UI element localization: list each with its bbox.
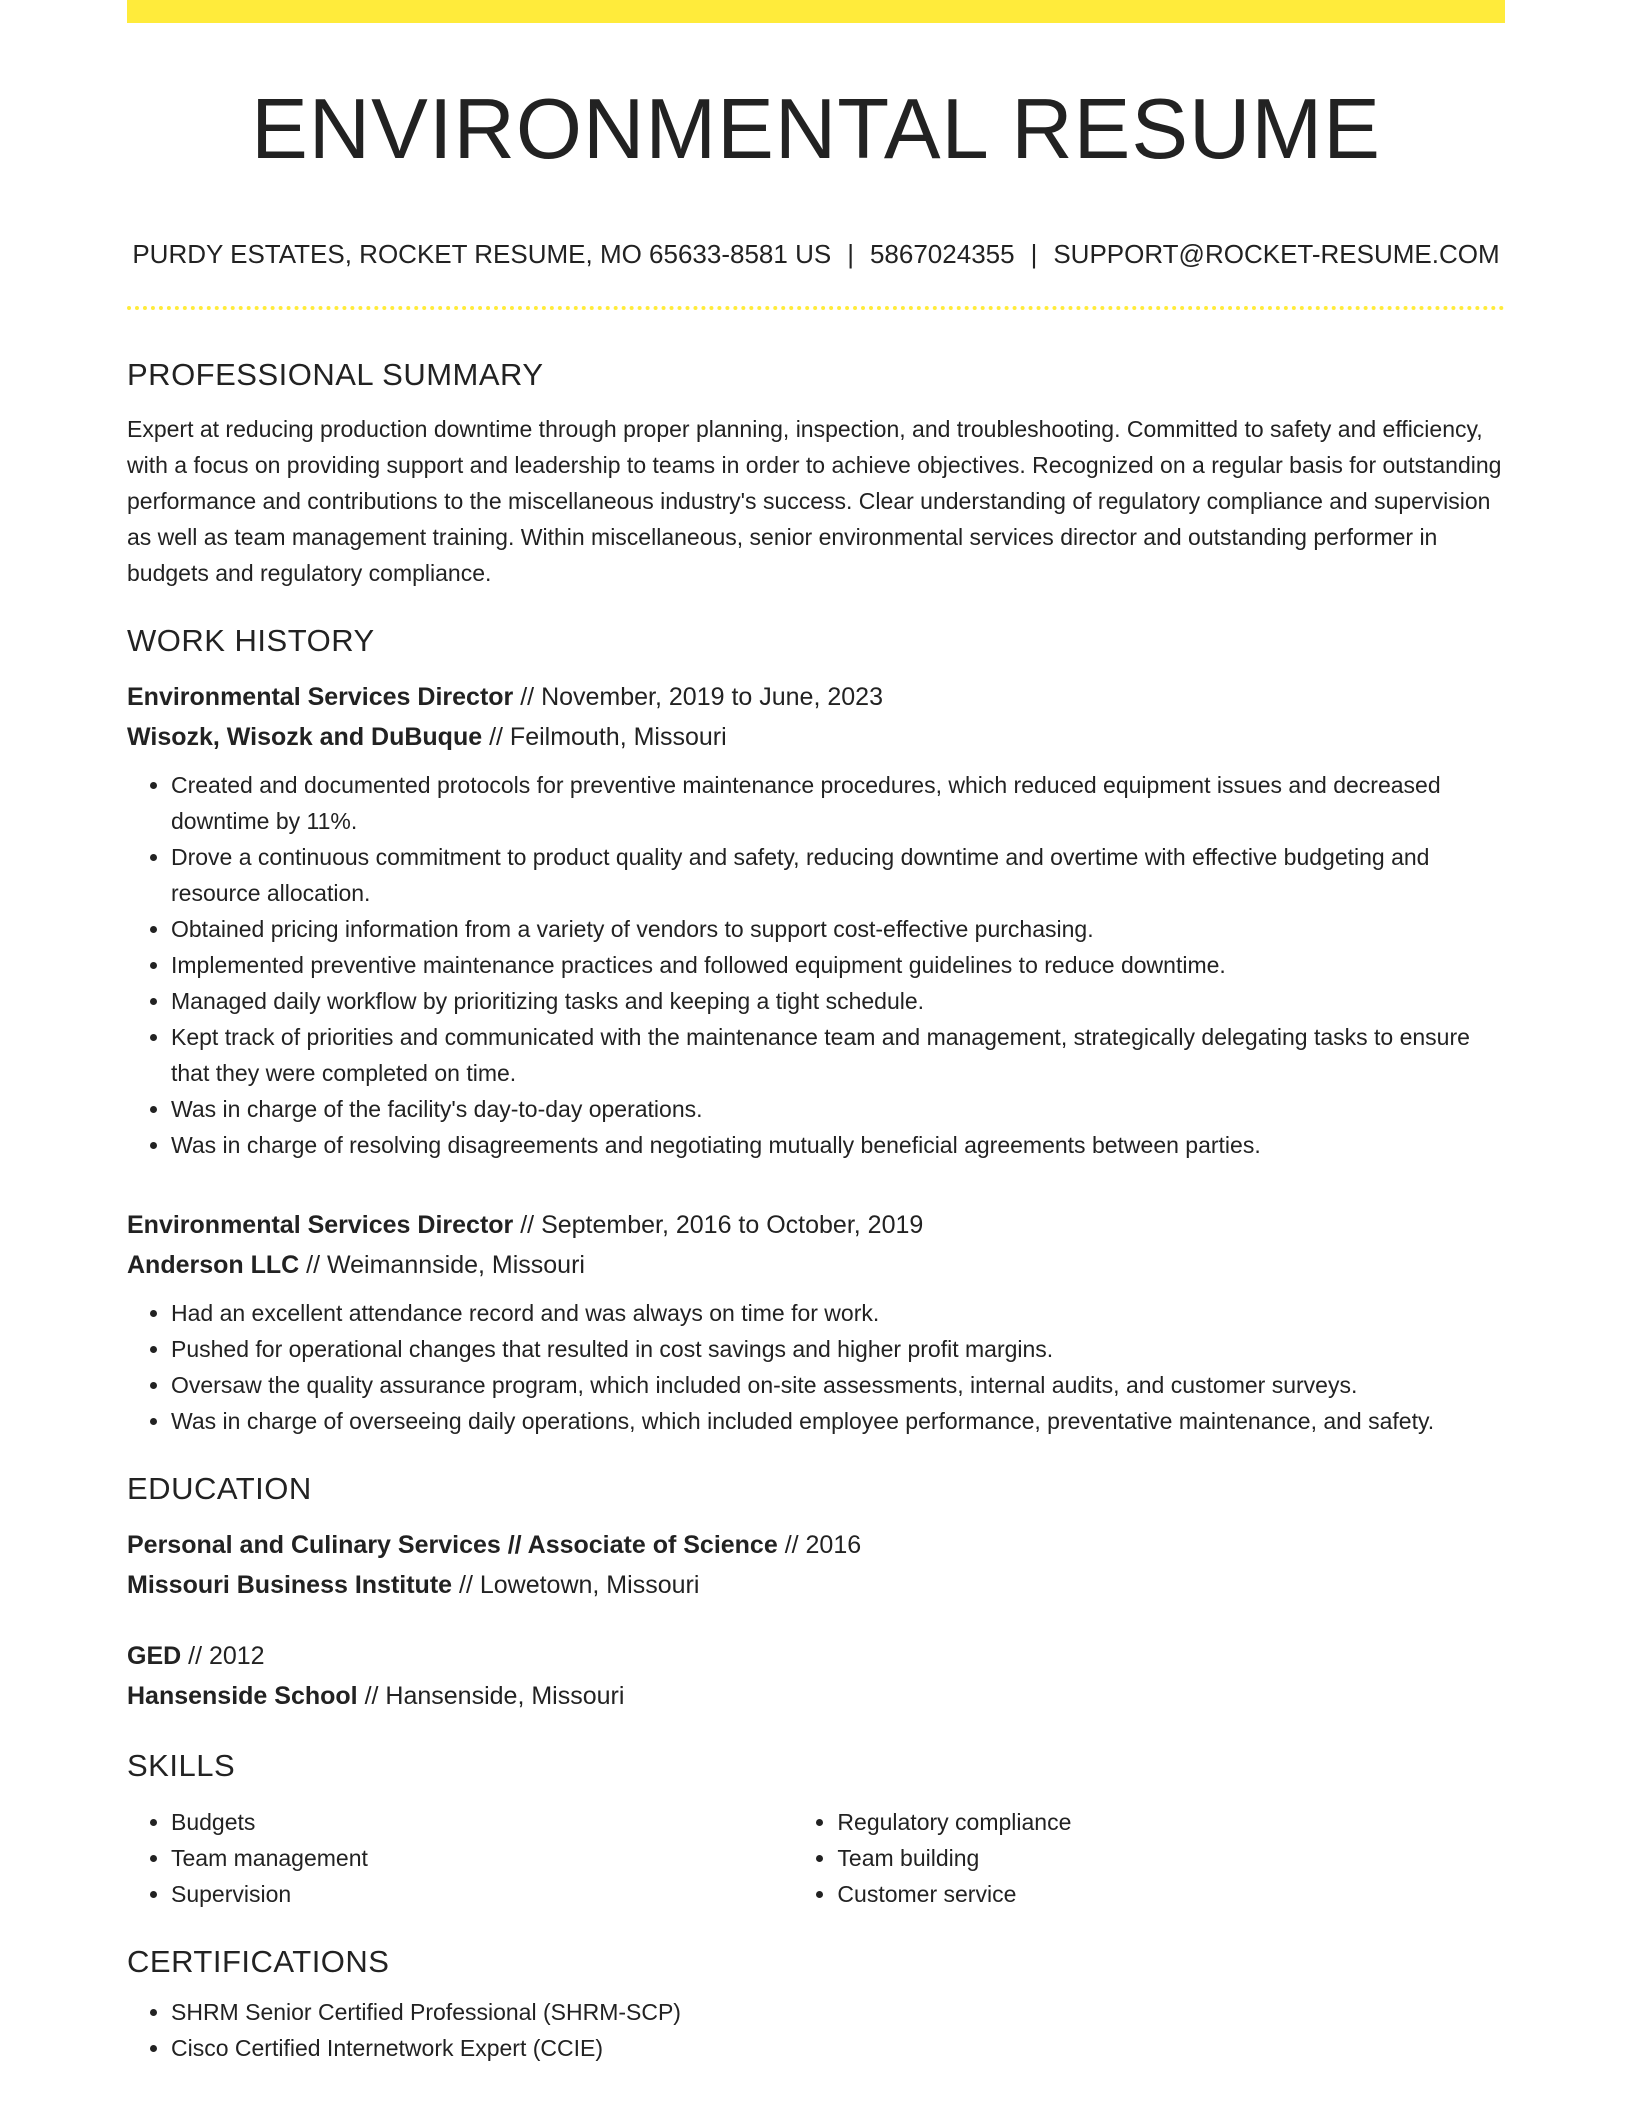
job-bullet: • Kept track of priorities and communicated with the maintenance team and management, strategically delegating tasks to ensure that they were completed on time. <box>171 1019 1505 1091</box>
job-dates: // November, 2019 to June, 2023 <box>513 683 883 711</box>
job-location: // Feilmouth, Missouri <box>482 723 727 751</box>
certification-item: • SHRM Senior Certified Professional (SHRM-SCP) <box>171 1994 1505 2030</box>
job-bullet: • Pushed for operational changes that resulted in cost savings and higher profit margins. <box>171 1331 1505 1367</box>
education-entry <box>127 1636 1505 1716</box>
job-title-line <box>127 677 1505 717</box>
contact-separator: | <box>1030 239 1038 269</box>
section-heading-certifications: CERTIFICATIONS <box>127 1944 390 1979</box>
skills-list-right <box>793 1804 1505 1912</box>
skill-item: • Supervision <box>171 1876 793 1912</box>
top-accent-bar <box>127 0 1505 23</box>
certifications-section <box>127 1940 1505 2066</box>
job-title: Environmental Services Director <box>127 683 514 711</box>
job-bullet: • Implemented preventive maintenance practices and followed equipment guidelines to reduce downtime. <box>171 947 1505 983</box>
section-heading-skills: SKILLS <box>127 1748 236 1783</box>
education-year: // 2016 <box>777 1531 862 1559</box>
education-school-line <box>127 1676 1505 1716</box>
summary-section <box>127 353 1505 591</box>
job-company: Wisozk, Wisozk and DuBuque <box>127 723 483 751</box>
education-school: Missouri Business Institute <box>127 1571 453 1599</box>
contact-separator: | <box>847 239 854 269</box>
skill-item: • Team management <box>171 1840 793 1876</box>
skill-item: • Regulatory compliance <box>837 1804 1505 1840</box>
education-school-line <box>127 1565 1505 1605</box>
job-company-line <box>127 1245 1505 1285</box>
skills-section <box>127 1744 1505 1912</box>
education-year: // 2012 <box>181 1642 265 1670</box>
education-location: // Hansenside, Missouri <box>357 1682 625 1710</box>
job-bullet: • Created and documented protocols for preventive maintenance procedures, which reduced equipment issues and decreased downtime by 11%. <box>171 767 1505 839</box>
contact-phone: 5867024355 <box>869 239 1015 269</box>
section-heading-summary: PROFESSIONAL SUMMARY <box>127 357 544 392</box>
skills-columns <box>127 1804 1505 1912</box>
education-school: Hansenside School <box>127 1682 358 1710</box>
job-bullet-list <box>127 1295 1505 1439</box>
job-bullet: • Was in charge of overseeing daily operations, which included employee performance, preventative maintenance, and safety. <box>171 1403 1505 1439</box>
education-degree-line <box>127 1525 1505 1565</box>
work-history-section <box>127 619 1505 1439</box>
job-bullet: • Was in charge of the facility's day-to-day operations. <box>171 1091 1505 1127</box>
job-dates: // September, 2016 to October, 2019 <box>513 1211 924 1239</box>
job-location: // Weimannside, Missouri <box>299 1251 585 1279</box>
certification-item: • Cisco Certified Internetwork Expert (CCIE) <box>171 2030 1505 2066</box>
contact-address: PURDY ESTATES, ROCKET RESUME, MO 65633-8581 US <box>132 239 832 269</box>
skill-item: • Team building <box>837 1840 1505 1876</box>
contact-email: SUPPORT@ROCKET-RESUME.COM <box>1053 239 1500 269</box>
dotted-divider <box>127 306 1505 310</box>
job-title: Environmental Services Director <box>127 1211 514 1239</box>
job-entry <box>127 1205 1505 1439</box>
skill-item: • Customer service <box>837 1876 1505 1912</box>
job-entry <box>127 677 1505 1163</box>
education-section <box>127 1467 1505 1716</box>
job-bullet-list <box>127 767 1505 1163</box>
skill-item: • Budgets <box>171 1804 793 1840</box>
skills-list-left <box>127 1804 793 1912</box>
contact-line <box>127 236 1505 272</box>
education-degree-line <box>127 1636 1505 1676</box>
summary-text: Expert at reducing production downtime through proper planning, inspection, and troubleshooting. Committed to safety and efficiency, with a focus on providing support and leadership to teams in order to achieve objectives. Recognized on a regular basis for outstanding performance and contributions to the miscellaneous industry's success. Clear understanding of regulatory compliance and supervision as well as team management training. Within miscellaneous, senior environmental services director and outstanding performer in budgets and regulatory compliance. <box>127 416 1502 586</box>
education-degree: GED <box>127 1642 182 1670</box>
job-company-line <box>127 717 1505 757</box>
education-degree: Personal and Culinary Services // Associate of Science <box>127 1531 778 1559</box>
resume-title: ENVIRONMENTAL RESUME <box>251 82 1381 177</box>
education-location: // Lowetown, Missouri <box>452 1571 700 1599</box>
job-bullet: • Was in charge of resolving disagreements and negotiating mutually beneficial agreements between parties. <box>171 1127 1505 1163</box>
job-bullet: • Managed daily workflow by prioritizing tasks and keeping a tight schedule. <box>171 983 1505 1019</box>
job-bullet: • Had an excellent attendance record and was always on time for work. <box>171 1295 1505 1331</box>
job-bullet: • Obtained pricing information from a variety of vendors to support cost-effective purchasing. <box>171 911 1505 947</box>
job-company: Anderson LLC <box>127 1251 300 1279</box>
job-bullet: • Drove a continuous commitment to product quality and safety, reducing downtime and overtime with effective budgeting and resource allocation. <box>171 839 1505 911</box>
resume-content <box>127 353 1505 2066</box>
section-heading-education: EDUCATION <box>127 1471 312 1506</box>
certifications-list <box>127 1994 1505 2066</box>
education-entry <box>127 1525 1505 1605</box>
job-title-line <box>127 1205 1505 1245</box>
section-heading-work-history: WORK HISTORY <box>127 623 375 658</box>
job-bullet: • Oversaw the quality assurance program, which included on-site assessments, internal audits, and customer surveys. <box>171 1367 1505 1403</box>
